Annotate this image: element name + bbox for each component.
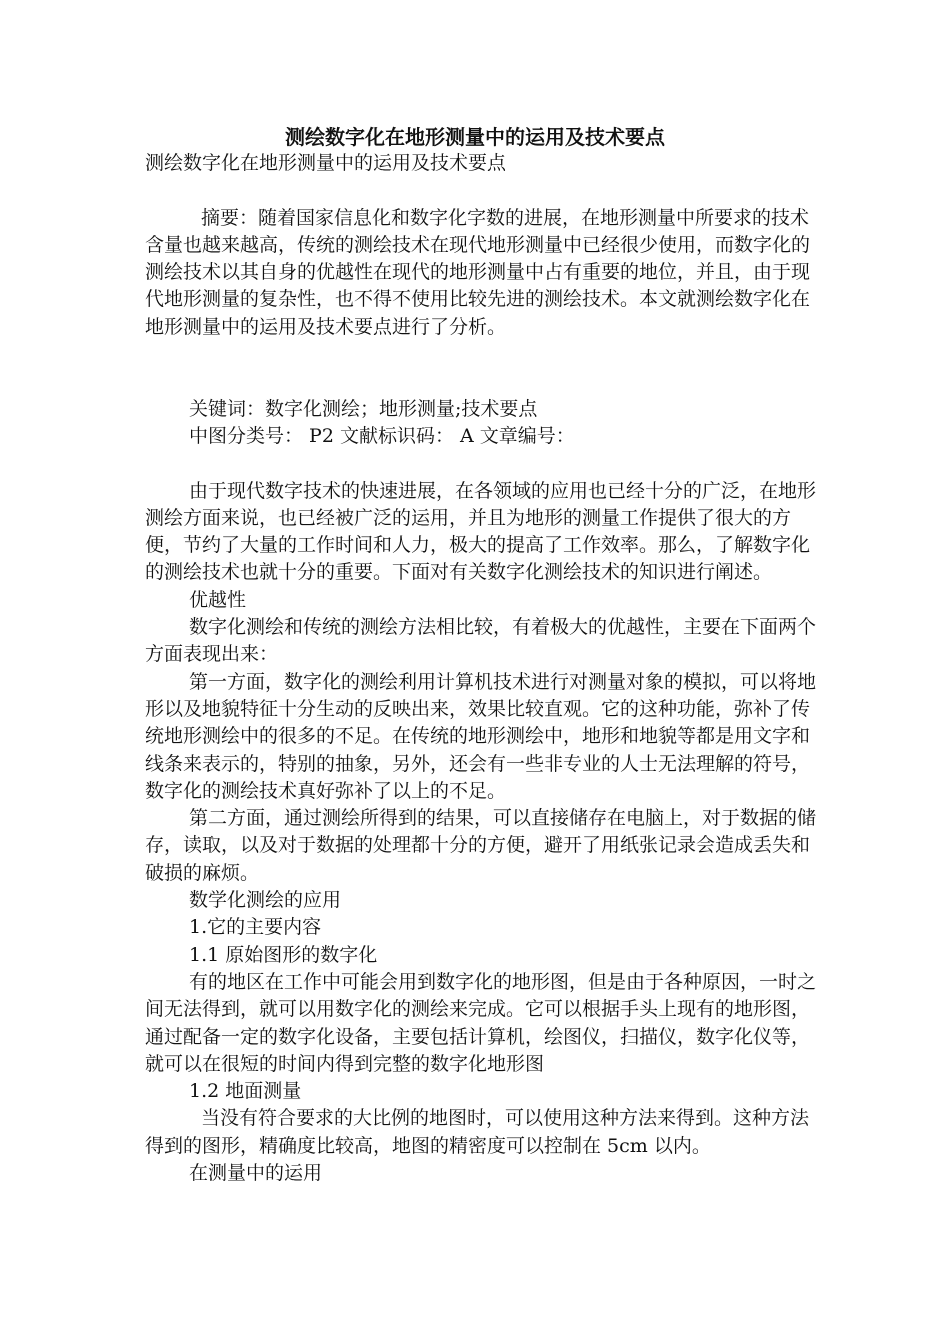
advantage-intro-paragraph: 数字化测绘和传统的测绘方法相比较，有着极大的优越性，主要在下面两个方面表现出来： xyxy=(145,616,817,666)
intro-paragraph: 由于现代数字技术的快速进展，在各领域的应用也已经十分的广泛，在地形测绘方面来说，也已经被广泛的运用，并且为地形的测量工作提供了很大的方便，节约了大量的工作时间和人力，极大的提高了工作效率。那么，了解数字化的测绘技术也就十分的重要。下面对有关数字化测绘技术的知识进行阐述。 xyxy=(145,479,817,584)
blank-line xyxy=(145,368,825,395)
subheading-original-graphics: 1.1 原始图形的数字化 xyxy=(189,943,378,966)
page-title: 测绘数字化在地形测量中的运用及技术要点 xyxy=(285,125,665,149)
section-heading-in-measure: 在测量中的运用 xyxy=(189,1161,323,1184)
original-graphics-paragraph: 有的地区在工作中可能会用到数字化的地形图，但是由于各种原因，一时之间无法得到，就可以用数字化的测绘来完成。它可以根据手头上现有的地形图，通过配备一定的数字化设备，主要包括计算机，绘图仪，扫描仪，数字化仪等，就可以在很短的时间内得到完整的数字化地形图 xyxy=(145,970,817,1075)
ground-survey-paragraph: 当没有符合要求的大比例的地图时，可以使用这种方法来得到。这种方法得到的图形，精确度比较高，地图的精密度可以控制在 5cm 以内。 xyxy=(145,1107,810,1157)
section-heading-application: 数学化测绘的应用 xyxy=(189,889,342,912)
abstract-paragraph: 摘要：随着国家信息化和数字化字数的进展，在地形测量中所要求的技术含量也越来越高，传统的测绘技术在现代地形测量中已经很少使用，而数字化的测绘技术以其自身的优越性在现代的地形测量中占有重要的地位，并且，由于现代地形测量的复杂性，也不得不使用比较先进的测绘技术。本文就测绘数字化在地形测量中的运用及技术要点进行了分析。 xyxy=(145,206,811,338)
classification-line: 中图分类号： P2 文献标识码： A 文章编号： xyxy=(189,424,575,447)
blank-line xyxy=(145,341,825,368)
blank-line xyxy=(145,177,825,204)
document-body xyxy=(145,150,825,1187)
document-subtitle: 测绘数字化在地形测量中的运用及技术要点 xyxy=(145,152,507,174)
blank-line xyxy=(145,450,825,477)
advantage-first-paragraph: 第一方面，数字化的测绘利用计算机技术进行对测量对象的模拟，可以将地形以及地貌特征十分生动的反映出来，效果比较直观。它的这种功能，弥补了传统地形测绘中的很多的不足。在传统的地形测绘中，地形和地貌等都是用文字和线条来表示的，特别的抽象，另外，还会有一些非专业的人士无法理解的符号，数字化的测绘技术真好弥补了以上的不足。 xyxy=(145,670,817,802)
keywords-line: 关键词：数字化测绘；地形测量;技术要点 xyxy=(189,397,538,420)
subheading-ground-survey: 1.2 地面测量 xyxy=(189,1080,302,1103)
section-heading-advantage: 优越性 xyxy=(189,588,247,611)
subheading-main-content: 1.它的主要内容 xyxy=(189,916,322,939)
advantage-second-paragraph: 第二方面，通过测绘所得到的结果，可以直接储存在电脑上，对于数据的储存，读取，以及对于数据的处理都十分的方便，避开了用纸张记录会造成丢失和破损的麻烦。 xyxy=(145,807,817,884)
